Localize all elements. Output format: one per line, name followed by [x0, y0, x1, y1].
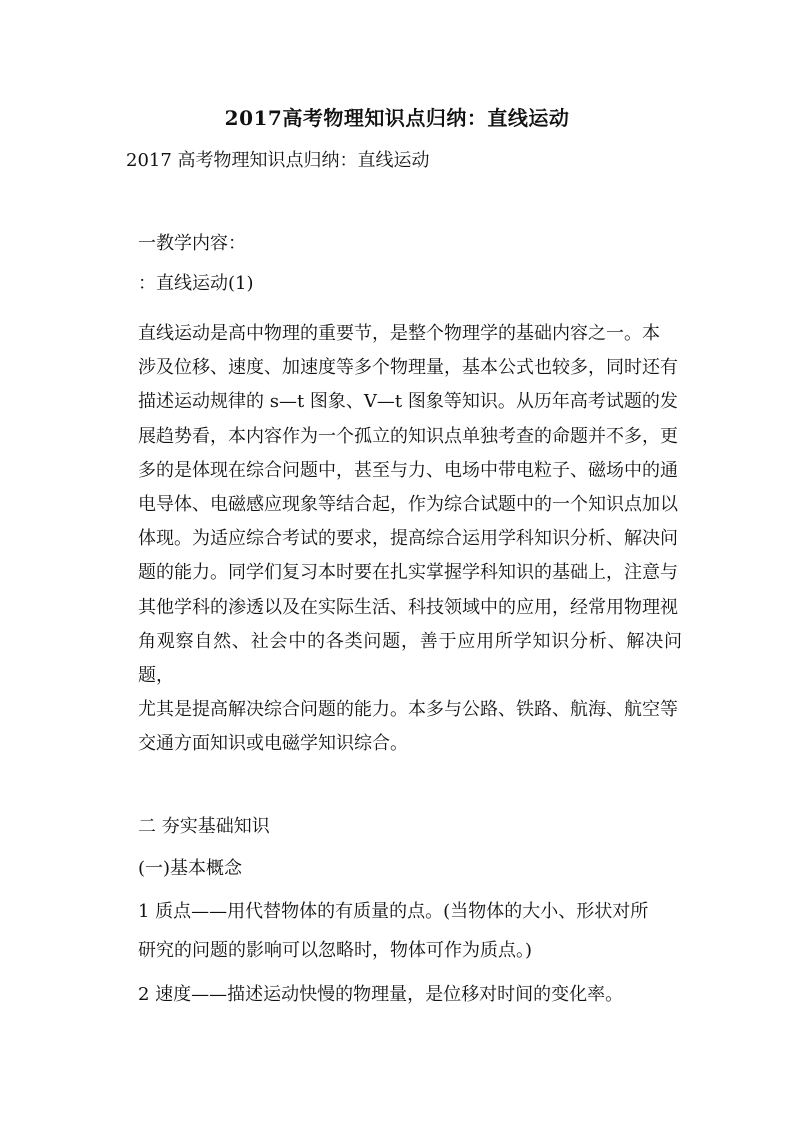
intro-line: 交通方面知识或电磁学知识综合。 — [138, 733, 408, 755]
item-velocity-line1: 2 速度——描述运动快慢的物理量，是位移对时间的变化率。 — [138, 984, 624, 1005]
intro-line: 多的是体现在综合问题中，甚至与力、电场中带电粒子、磁场中的通 — [138, 459, 678, 481]
heading-basic-concepts: (一)基本概念 — [138, 858, 243, 879]
heading-linear-motion: ：直线运动(1) — [138, 273, 254, 294]
intro-line: 展趋势看，本内容作为一个孤立的知识点单独考查的命题并不多，更 — [138, 425, 678, 447]
intro-line: 电导体、电磁感应现象等结合起，作为综合试题中的一个知识点加以 — [138, 494, 678, 516]
item-particle-line1: 1 质点——用代替物体的有质量的点。(当物体的大小、形状对所 — [138, 901, 649, 922]
intro-line: 题的能力。同学们复习本时要在扎实掌握学科知识的基础上，注意与 — [138, 562, 678, 584]
item-particle-line2: 研究的问题的影响可以忽略时，物体可作为质点。) — [138, 940, 533, 961]
document-subtitle: 2017 高考物理知识点归纳：直线运动 — [126, 150, 430, 171]
intro-line: 其他学科的渗透以及在实际生活、科技领域中的应用，经常用物理视 — [138, 596, 678, 618]
heading-basic-knowledge: 二 夯实基础知识 — [138, 816, 270, 837]
intro-line: 体现。为适应综合考试的要求，提高综合运用学科知识分析、解决问 — [138, 528, 678, 550]
heading-teaching-content: 一教学内容： — [138, 233, 246, 254]
intro-line: 直线运动是高中物理的重要节，是整个物理学的基础内容之一。本 — [138, 323, 660, 344]
intro-line: 角观察自然、社会中的各类问题，善于应用所学知识分析、解决问题， — [138, 630, 682, 687]
intro-line: 尤其是提高解决综合问题的能力。本多与公路、铁路、航海、航空等 — [138, 699, 678, 721]
intro-line: 描述运动规律的 s—t 图象、V—t 图象等知识。从历年高考试题的发 — [138, 391, 678, 413]
intro-paragraph — [138, 317, 682, 762]
document-title: 2017高考物理知识点归纳：直线运动 — [224, 106, 570, 130]
intro-line: 涉及位移、速度、加速度等多个物理量，基本公式也较多，同时还有 — [138, 357, 678, 379]
